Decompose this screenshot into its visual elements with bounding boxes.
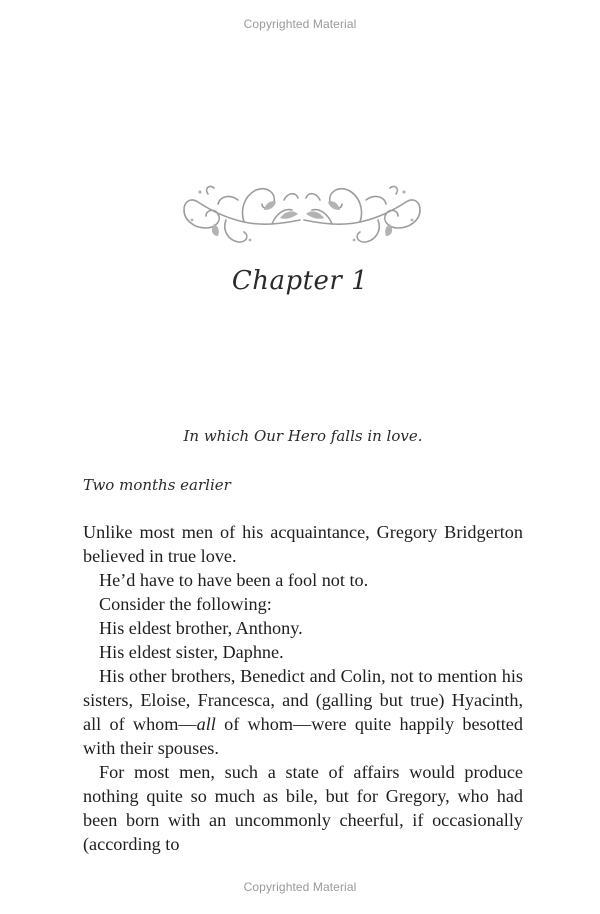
paragraph-text: of whom—were quite happily besotted with their spouses. xyxy=(83,714,523,758)
body-paragraph xyxy=(83,592,523,616)
copyright-watermark-top: Copyrighted Material xyxy=(243,17,357,31)
paragraph-text: For most men, such a state of affairs would produce nothing quite so much as bile, but for Gregory, who had been born with an uncommonly cheerful, if occasionally (according to xyxy=(83,762,523,854)
paragraph-text: Unlike most men of his acquaintance, Gregory Bridgerton believed in true love. xyxy=(83,522,523,566)
paragraph-text: He’d have to have been a fool not to. xyxy=(99,570,369,590)
paragraph-text: His eldest brother, Anthony. xyxy=(99,618,303,638)
body-paragraph xyxy=(83,520,523,568)
copyright-watermark-bottom: Copyrighted Material xyxy=(243,880,357,894)
body-paragraph xyxy=(83,664,523,760)
timeline-note: Two months earlier xyxy=(83,476,231,494)
body-paragraph xyxy=(83,760,523,856)
paragraph-text: His other brothers, Benedict and Colin, not to mention his sisters, Eloise, Francesca, and (galling but true) Hyacinth, all of whom— xyxy=(83,666,523,734)
paragraph-text: His eldest sister, Daphne. xyxy=(99,642,284,662)
chapter-title: Chapter 1 xyxy=(231,266,369,296)
body-paragraph xyxy=(83,640,523,664)
body-paragraph xyxy=(83,568,523,592)
flourish-ornament-icon xyxy=(180,180,424,252)
body-paragraph xyxy=(83,616,523,640)
body-text xyxy=(83,520,523,856)
chapter-epigraph: In which Our Hero falls in love. xyxy=(183,427,423,445)
paragraph-text: Consider the following: xyxy=(99,594,272,614)
emphasis-text: all xyxy=(196,714,216,734)
